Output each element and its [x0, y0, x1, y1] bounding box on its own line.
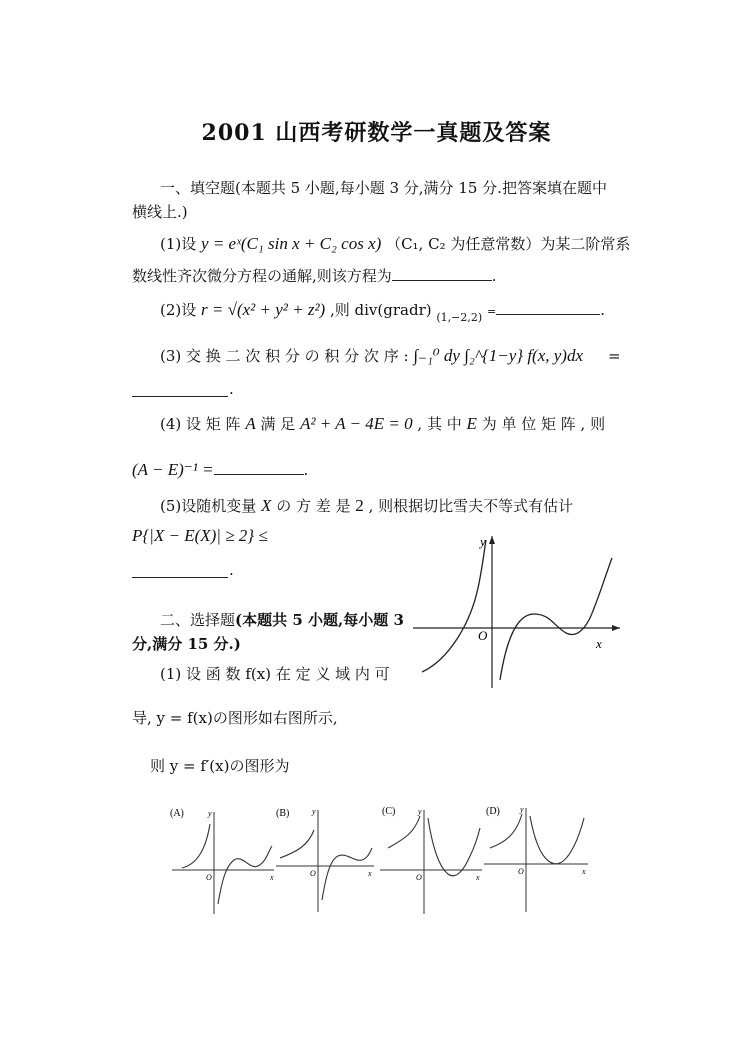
question-2-formula: r = √(x² + y² + z²)	[201, 300, 326, 319]
svg-text:y: y	[312, 807, 316, 816]
option-a-label: (A)	[170, 808, 184, 819]
question-1-mid: （C₁, C₂ 为任意常数）为某二阶常系	[386, 235, 631, 253]
graph-x-arrow	[612, 625, 620, 631]
svg-text:x: x	[476, 873, 480, 882]
page-title: 2001 山西考研数学一真题及答案	[201, 120, 552, 146]
svg-text:x: x	[368, 869, 372, 878]
question-1-formula: y = eˣ(C₁ sin x + C₂ cos x)	[201, 234, 382, 253]
question-5-line2: P{|X − E(X)| ≥ 2} ≤	[132, 526, 268, 545]
part2-question-1-line2: 导, y = f(x)の图形如右图所示,	[132, 709, 338, 727]
question-1-label: (1)设	[160, 235, 197, 253]
graph-x-label: x	[596, 636, 602, 651]
option-b-graph	[276, 807, 374, 912]
graph-y-arrow	[489, 536, 495, 544]
part2-heading: 二、选择题(本题共 5 小题,每小题 3	[160, 611, 404, 629]
question-4-formula: A² + A − 4E = 0	[300, 414, 413, 433]
answer-blank-2[interactable]	[496, 300, 600, 315]
option-graphs	[162, 800, 592, 918]
question-1-line2: 数线性齐次微分方程の通解,则该方程为 .	[132, 267, 497, 285]
question-3	[160, 346, 583, 366]
function-graph	[408, 530, 623, 690]
option-c-label: (C)	[382, 806, 396, 817]
question-2-label: (2)设	[160, 301, 197, 319]
answer-blank-3[interactable]	[132, 395, 228, 397]
svg-text:O: O	[206, 873, 212, 882]
graph-origin-label: O	[478, 628, 488, 643]
graph-y-label: y	[480, 534, 486, 549]
svg-text:y: y	[418, 807, 422, 816]
option-b-label: (B)	[276, 808, 290, 819]
svg-text:O: O	[416, 873, 422, 882]
answer-blank-1[interactable]	[392, 266, 492, 281]
svg-text:x: x	[270, 873, 274, 882]
option-a-graph	[170, 808, 274, 914]
question-2-sub: (1,−2,2)	[436, 311, 483, 324]
question-4: (4) 设 矩 阵 A 满 足 A² + A − 4E = 0 , 其 中 E 为 单 位 矩 阵 , 则	[160, 414, 606, 433]
part2-question-1: (1) 设 函 数 f(x) 在 定 义 域 内 可	[160, 665, 390, 683]
option-d-label: (D)	[486, 806, 500, 817]
svg-text:x: x	[582, 867, 586, 876]
graph-curve-left	[422, 540, 486, 672]
part2-heading-cont: 分,满分 15 分.)	[132, 635, 241, 653]
question-3-label: (3) 交 换 二 次 积 分 の 积 分 次 序 :	[160, 347, 409, 365]
answer-blank-5[interactable]	[132, 576, 228, 578]
answer-blank-4[interactable]	[214, 460, 304, 475]
question-4-line2: (A − E)⁻¹ = .	[132, 460, 309, 479]
graph-curve-right	[500, 558, 612, 680]
question-1	[160, 234, 630, 254]
svg-text:O: O	[310, 869, 316, 878]
option-d-graph	[484, 805, 588, 912]
question-2: (2)设 r = √(x² + y² + z²) ,则 div(gradr) $_{(1,-2,2)}$ = .	[160, 300, 605, 324]
question-5: (5)设随机变量 X の 方 差 是 2 , 则根据切比雪夫不等式有估计	[160, 496, 574, 515]
svg-text:y: y	[520, 805, 524, 814]
option-c-graph	[380, 806, 482, 914]
svg-text:O: O	[518, 867, 524, 876]
question-3-formula: ∫₋₁⁰ dy ∫₂^{1−y} f(x, y)dx	[413, 346, 583, 365]
part1-heading: 一、填空题(本题共 5 小题,每小题 3 分,满分 15 分.把答案填在题中	[160, 179, 607, 197]
question-2-eq: =	[486, 305, 497, 318]
svg-text:y: y	[208, 809, 212, 818]
question-3-eq: =	[608, 347, 621, 365]
part2-question-1-line3: 则 y = f′(x)の图形为	[150, 757, 290, 775]
question-1-line2-text: 数线性齐次微分方程の通解,则该方程为	[132, 267, 392, 285]
part1-heading-cont: 横线上.)	[132, 203, 188, 221]
question-2-mid: ,则 div(gradr)	[330, 301, 432, 319]
